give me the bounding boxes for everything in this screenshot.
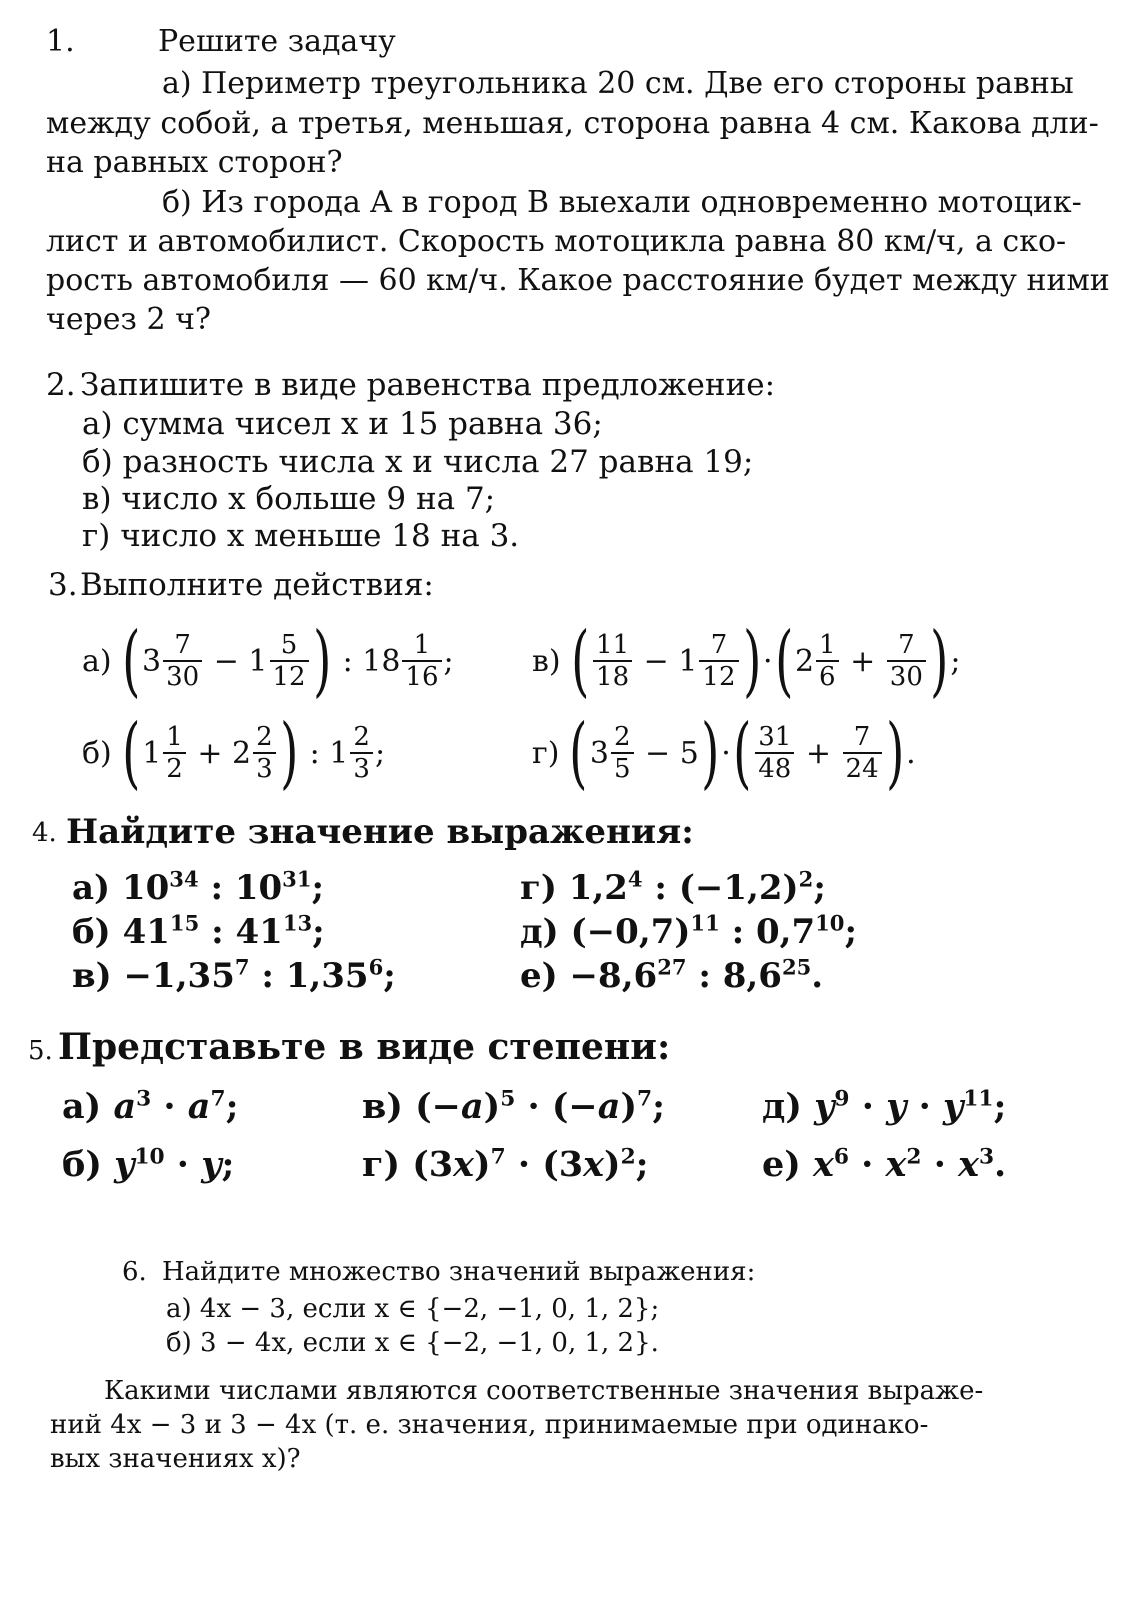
task4-label-c: в) xyxy=(72,956,112,996)
task4-expr-e: д) $(-0,7)^{11}$ : $0,7^{10}$; xyxy=(520,910,858,952)
task3-label-a: а) xyxy=(82,643,112,679)
task4-expr-d: г) $1,2^4$ : $(-1,2)^2$; xyxy=(520,866,826,908)
task1-b-line2: лист и автомобилист. Скорость мотоцикла равна 80 км/ч, а ско- xyxy=(46,224,1067,259)
task4-label-d: г) xyxy=(520,868,557,908)
task5-label-b: б) xyxy=(62,1144,102,1185)
task4-expr-b: б) $41^{15}$ : $41^{13}$; xyxy=(72,910,325,952)
task1-a-line2: между собой, а третья, меньшая, сторона равна 4 см. Какова дли- xyxy=(46,106,1099,141)
task4-label-f: е) xyxy=(520,956,558,996)
task3-label-b: б) xyxy=(82,735,112,771)
task6-title: Найдите множество значений выражения: xyxy=(162,1257,756,1287)
task1-a-line3: на равных сторон? xyxy=(46,145,343,180)
task2-item-a: а) сумма чисел x и 15 равна 36; xyxy=(82,406,603,442)
task5-label-c: в) xyxy=(362,1086,403,1127)
task4-label-b: б) xyxy=(72,912,111,952)
task3-expr-b: б) ( 1 1 2 + 2 2 3 ) : 1 2 3 ; xyxy=(82,708,386,798)
task5-number: 5. xyxy=(28,1036,53,1066)
task4-title: Найдите значение выражения: xyxy=(66,812,694,852)
task4-label-a: а) xyxy=(72,868,111,908)
task3-expr-a: а) ( 3 7 30 − 1 5 12 ) : 18 1 16 ; xyxy=(82,616,454,706)
task1-number: 1. xyxy=(46,24,75,59)
task6-item-a: а) 4x − 3, если x ∈ {−2, −1, 0, 1, 2}; xyxy=(166,1294,660,1324)
task6-item-b: б) 3 − 4x, если x ∈ {−2, −1, 0, 1, 2}. xyxy=(166,1328,659,1358)
task5-expr-f: е) $x^6 \cdot x^2 \cdot x^3$. xyxy=(762,1144,1007,1185)
task4-expr-c: $в) -1,35^7$ : 1,35$^6$; xyxy=(72,954,396,996)
task6-number: 6. xyxy=(122,1257,147,1287)
task1-b-line1: б) Из города A в город B выехали одновременно мотоцик- xyxy=(162,185,1082,220)
task2-item-d: г) число x меньше 18 на 3. xyxy=(82,518,520,554)
task3-label-d: г) xyxy=(532,735,560,771)
task3-number: 3. xyxy=(48,567,78,603)
task4-expr-a: а) $10^{34}$ : $10^{31}$; xyxy=(72,866,325,908)
task2-item-c: в) число x больше 9 на 7; xyxy=(82,481,496,517)
task3-expr-d: г) ( 3 2 5 − 5 ) · ( 31 48 + 7 24 ) . xyxy=(532,708,916,798)
task5-label-e: д) xyxy=(762,1086,802,1127)
task5-label-f: е) xyxy=(762,1144,801,1185)
task2-item-b: б) разность числа x и числа 27 равна 19; xyxy=(82,444,754,480)
task5-title: Представьте в виде степени: xyxy=(58,1026,671,1068)
task6-question-line1: Какими числами являются соответственные значения выраже- xyxy=(104,1376,984,1406)
task6-question-line2: ний 4x − 3 и 3 − 4x (т. е. значения, принимаемые при одинако- xyxy=(50,1410,929,1440)
task4-number: 4. xyxy=(32,818,57,848)
task4-label-e: д) xyxy=(520,912,559,952)
task3-label-c: в) xyxy=(532,643,561,679)
task5-expr-d: г) $(3x)^7 \cdot (3x)^2$; xyxy=(362,1144,649,1185)
task5-expr-b: б) $y^{10} \cdot y$; xyxy=(62,1144,235,1185)
task6-question-line3: вых значениях x)? xyxy=(50,1444,301,1474)
task5-label-d: г) xyxy=(362,1144,401,1185)
task5-label-a: а) xyxy=(62,1086,102,1127)
task1-a-line1: а) Периметр треугольника 20 см. Две его стороны равны xyxy=(162,66,1074,101)
task5-expr-a: а) $a^3 \cdot a^7$; xyxy=(62,1086,239,1127)
task3-title: Выполните действия: xyxy=(80,567,434,603)
task3-expr-c: в) ( 11 18 − 1 7 12 ) · ( 2 1 6 + 7 30 ) ; xyxy=(532,616,961,706)
task2-number: 2. xyxy=(46,367,76,403)
task1-b-line3: рость автомобиля — 60 км/ч. Какое расстояние будет между ними xyxy=(46,263,1110,298)
task1-b-line4: через 2 ч? xyxy=(46,302,211,337)
task5-expr-c: в) $(-a)^5 \cdot (-a)^7$; xyxy=(362,1086,666,1127)
task4-expr-f: $е) -8,6^{27}$ : $8,6^{25}$. xyxy=(520,954,824,996)
task5-expr-e: д) $y^9 \cdot y \cdot y^{11}$; xyxy=(762,1086,1007,1127)
task1-title: Решите задачу xyxy=(158,24,396,59)
task2-title: Запишите в виде равенства предложение: xyxy=(80,367,776,403)
